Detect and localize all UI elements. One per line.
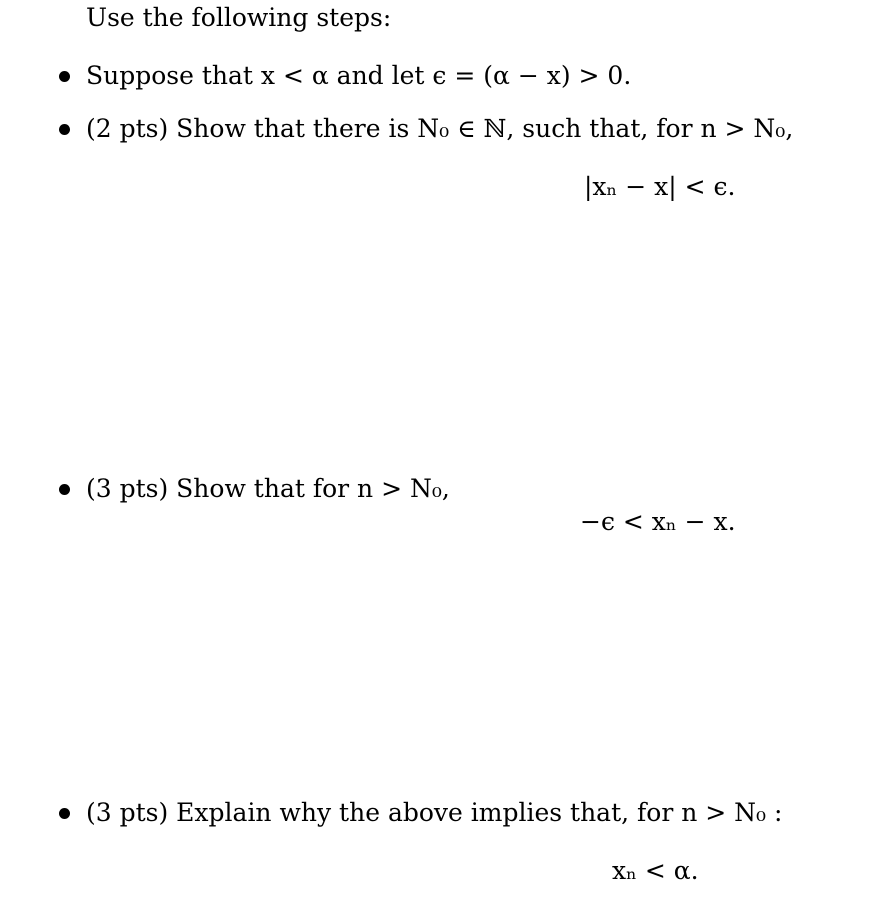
step-1-text: Suppose that x < α and let ϵ = (α − x) > 0. xyxy=(86,61,632,90)
intro-text: Use the following steps: xyxy=(86,3,392,32)
bullet-icon xyxy=(59,808,70,819)
step-4-text: (3 pts) Explain why the above implies that, for n > N₀ : xyxy=(86,798,783,827)
bullet-icon xyxy=(59,124,70,135)
step-2-formula: |xₙ − x| < ϵ. xyxy=(584,172,736,201)
step-3-text: (3 pts) Show that for n > N₀, xyxy=(86,474,450,503)
step-3-formula: −ϵ < xₙ − x. xyxy=(580,507,736,536)
step-2-text: (2 pts) Show that there is N₀ ∈ ℕ, such that, for n > N₀, xyxy=(86,114,794,143)
bullet-icon xyxy=(59,71,70,82)
step-4-formula: xₙ < α. xyxy=(612,856,699,885)
bullet-icon xyxy=(59,484,70,495)
